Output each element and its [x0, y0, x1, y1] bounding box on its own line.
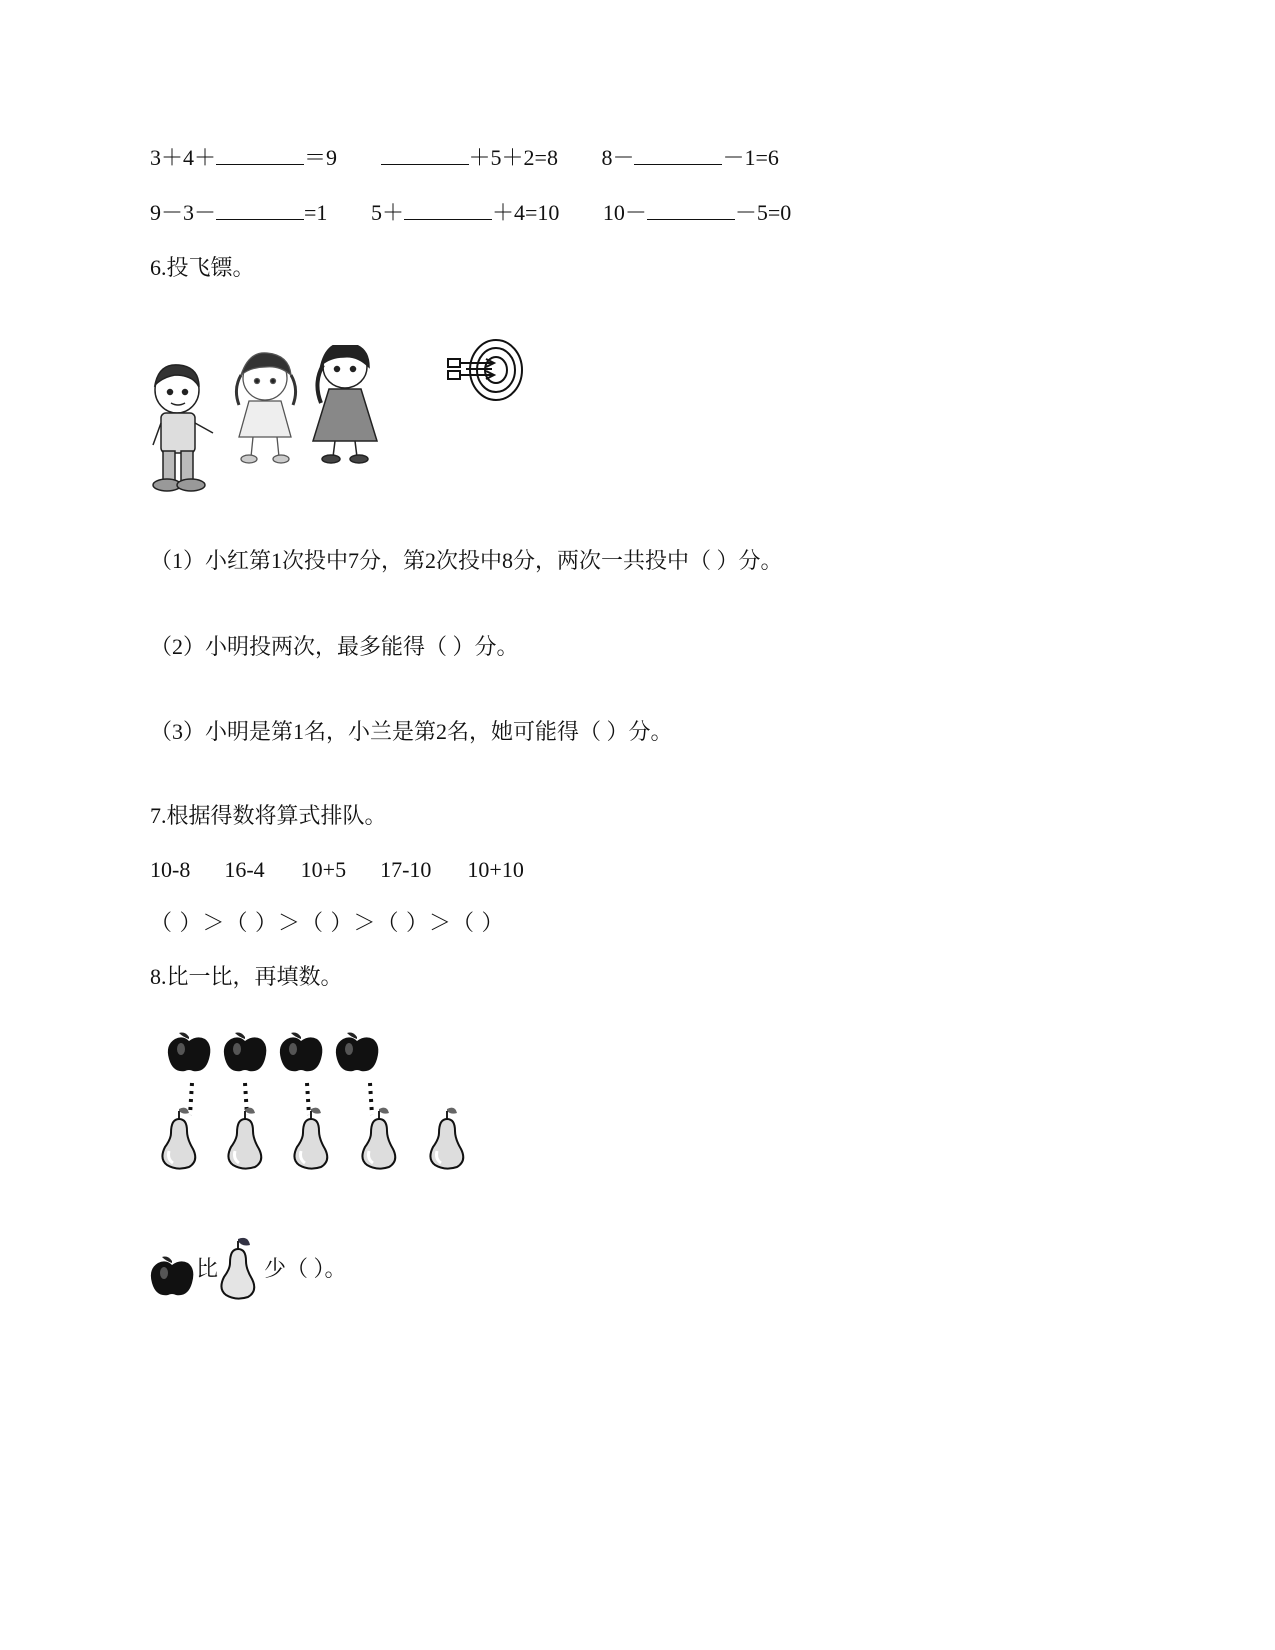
answer-blank[interactable]	[647, 199, 735, 220]
apple-icon	[168, 1033, 210, 1072]
expression: 10+5	[300, 857, 347, 882]
question-8-title: 8.比一比，再填数。	[150, 964, 343, 989]
expression: 16-4	[224, 857, 265, 882]
equation: 8－ －1=6	[601, 145, 779, 170]
matching-dots	[190, 1083, 372, 1115]
comparison-sentence	[150, 1235, 347, 1303]
fruit-comparison-figure	[155, 1025, 485, 1180]
apple-icon	[336, 1033, 378, 1072]
answer-blank[interactable]	[381, 144, 469, 165]
ordering-answer-line: （ ）＞（ ）＞（ ）＞（ ）＞（ ）	[150, 910, 505, 935]
question-6-part-3: （3）小明是第1名，小兰是第2名，她可能得（ ）分。	[150, 719, 673, 744]
equation: 10－ －5=0	[602, 200, 792, 225]
expression: 17-10	[380, 857, 432, 882]
answer-blank[interactable]	[216, 199, 304, 220]
girl-figure	[236, 353, 295, 463]
pear-icon	[294, 1108, 327, 1169]
answer-blank[interactable]	[404, 199, 492, 220]
question-6-part-2: （2）小明投两次，最多能得（ ）分。	[150, 634, 519, 659]
pear-icon	[430, 1108, 463, 1169]
girl-figure	[313, 345, 377, 463]
apple-icon	[224, 1033, 266, 1072]
equation-row-2	[150, 198, 791, 228]
equation: ＋5＋2=8	[381, 143, 558, 173]
pear-icon	[162, 1108, 195, 1169]
apple-icon	[150, 1253, 196, 1303]
equation: 9－3－ =1	[150, 200, 328, 225]
pear-icon	[362, 1108, 395, 1169]
question-6-title: 6.投飞镖。	[150, 255, 255, 280]
expression: 10+10	[467, 857, 524, 882]
pear-icon	[228, 1108, 261, 1169]
pear-row	[162, 1108, 463, 1169]
apple-row	[168, 1033, 378, 1072]
answer-blank[interactable]	[216, 144, 304, 165]
dart-icon	[448, 359, 494, 379]
pear-icon	[218, 1237, 264, 1303]
dartboard-icon	[446, 335, 526, 405]
apple-icon	[280, 1033, 322, 1072]
answer-blank[interactable]	[634, 144, 722, 165]
question-6-part-1: （1）小红第1次投中7分，第2次投中8分，两次一共投中（ ）分。	[150, 548, 783, 573]
equation-row-1	[150, 143, 779, 173]
equation: 5＋ ＋4=10	[370, 200, 560, 225]
comparison-word: 比	[196, 1256, 219, 1281]
children-illustration	[145, 345, 405, 510]
expression: 10-8	[150, 857, 191, 882]
equation: 3＋4＋ ＝9	[150, 145, 338, 170]
comparison-ending: 少（ ）。	[264, 1256, 347, 1281]
boy-figure	[153, 365, 213, 491]
question-7-title: 7.根据得数将算式排队。	[150, 803, 387, 828]
expression-list	[150, 855, 524, 885]
